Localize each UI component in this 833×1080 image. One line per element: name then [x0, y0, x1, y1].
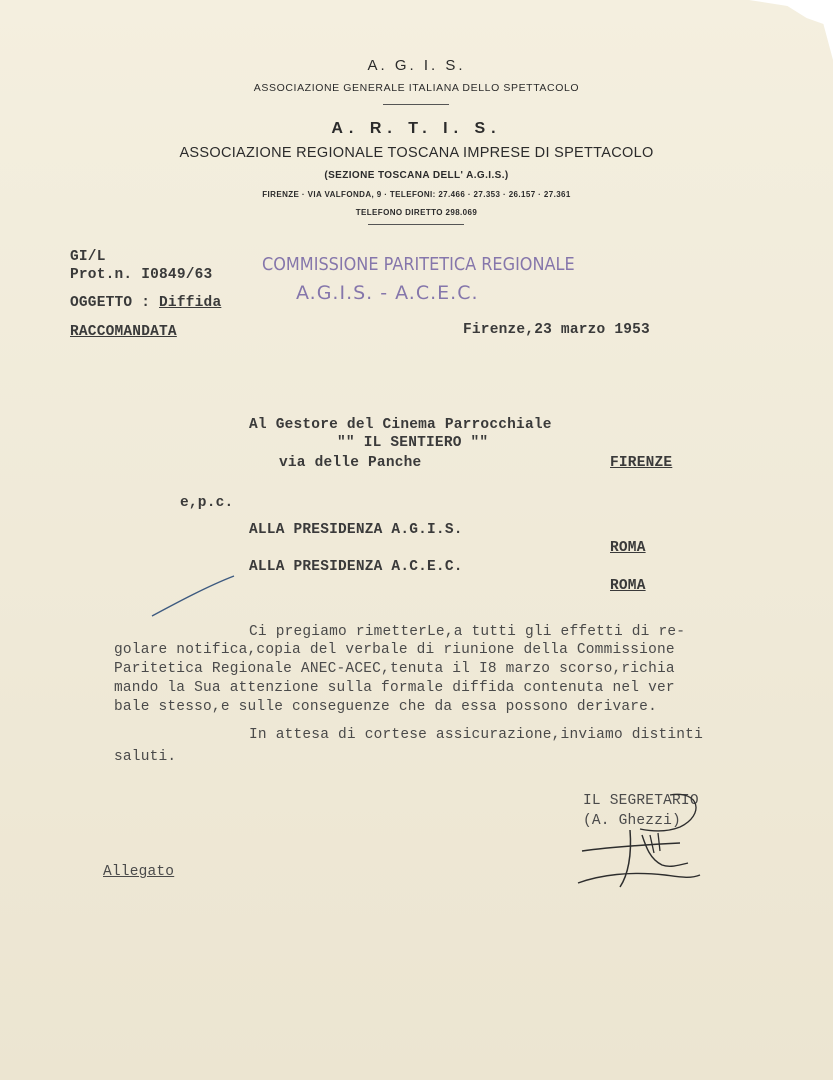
- recipient-line2: "" IL SENTIERO "": [337, 435, 489, 451]
- letter-date: Firenze,23 marzo 1953: [463, 322, 650, 338]
- cc-city2: ROMA: [610, 578, 646, 594]
- body-line: Paritetica Regionale ANEC-ACEC,tenuta il I8 marzo scorso,richia: [114, 661, 675, 677]
- handwritten-signature: [570, 775, 710, 895]
- body-line: bale stesso,e sulle conseguenze che da essa possono derivare.: [114, 699, 657, 715]
- letterhead-agis: A. G. I. S.: [367, 57, 466, 74]
- subject-line: [70, 295, 221, 311]
- recipient-line1: Al Gestore del Cinema Parrocchiale: [249, 417, 552, 433]
- enclosure-label: Allegato: [103, 864, 175, 880]
- body-line: In attesa di cortese assicurazione,inviamo distinti: [249, 727, 703, 743]
- signatory-title: IL SEGRETARIO: [583, 793, 699, 809]
- signatory-name: (A. Ghezzi): [583, 813, 681, 829]
- letterhead-section: (SEZIONE TOSCANA DELL' A.G.I.S.): [324, 170, 509, 181]
- cc-city1: ROMA: [610, 540, 646, 556]
- torn-corner: [713, 0, 833, 60]
- subject-value: Diffida: [159, 295, 222, 311]
- pen-stroke-mark: [148, 572, 238, 620]
- commission-stamp-line1: COMMISSIONE PARITETICA REGIONALE: [262, 255, 575, 275]
- cc-recipient1: ALLA PRESIDENZA A.G.I.S.: [249, 522, 463, 538]
- body-line: mando la Sua attenzione sulla formale diffida contenuta nel ver: [114, 680, 675, 696]
- commission-stamp-line2: A.G.I.S. - A.C.E.C.: [296, 282, 479, 304]
- subject-label: OGGETTO :: [70, 295, 151, 311]
- protocol-number: Prot.n. I0849/63: [70, 267, 213, 283]
- divider: [368, 224, 464, 225]
- body-line: saluti.: [114, 749, 177, 765]
- recipient-city: FIRENZE: [610, 455, 673, 471]
- reference-initials: GI/L: [70, 249, 106, 265]
- divider: [383, 104, 449, 105]
- letterhead-artis: A. R. T. I. S.: [331, 120, 502, 137]
- mail-type: RACCOMANDATA: [70, 324, 177, 340]
- body-line: Ci pregiamo rimetterLe,a tutti gli effetti di re-: [249, 624, 686, 640]
- recipient-line3: via delle Panche: [279, 455, 422, 471]
- letterhead-address: FIRENZE · VIA VALFONDA, 9 · TELEFONI: 27.466 · 27.353 · 26.157 · 27.361: [262, 190, 571, 199]
- cc-recipient2: ALLA PRESIDENZA A.C.E.C.: [249, 559, 463, 575]
- body-line: golare notifica,copia del verbale di riunione della Commissione: [114, 642, 675, 658]
- letterhead-artis-full: ASSOCIAZIONE REGIONALE TOSCANA IMPRESE DI SPETTACOLO: [179, 145, 654, 161]
- letterhead-direct-phone: TELEFONO DIRETTO 298.069: [355, 208, 478, 217]
- cc-label: e,p.c.: [180, 495, 234, 511]
- letterhead-agis-full: ASSOCIAZIONE GENERALE ITALIANA DELLO SPETTACOLO: [253, 82, 580, 94]
